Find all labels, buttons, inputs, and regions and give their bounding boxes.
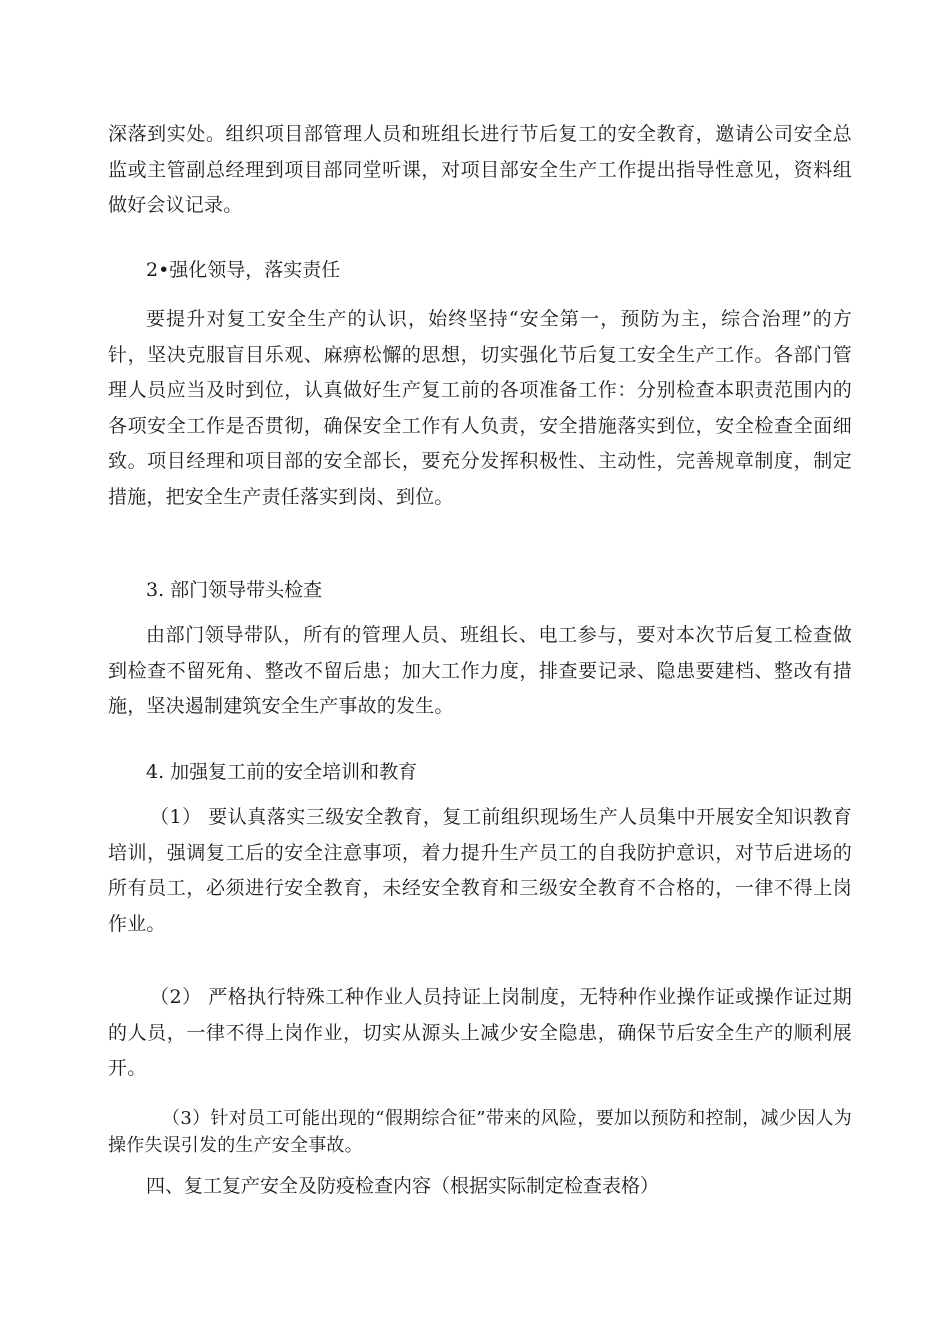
- paragraph-three-level-education: （1） 要认真落实三级安全教育，复工前组织现场生产人员集中开展安全知识教育培训，强调复工后的安全注意事项，着力提升生产员工的自我防护意识，对节后进场的所有员工，必须进行安全教育，未经安全教育和三级安全教育不合格的，一律不得上岗作业。: [108, 806, 852, 935]
- paragraph-leadership-responsibility: 要提升对复工安全生产的认识，始终坚持“安全第一，预防为主，综合治理”的方针，坚决克服盲目乐观、麻痹松懈的思想，切实强化节后复工安全生产工作。各部门管理人员应当及时到位，认真做好生产复工前的各项准备工作：分别检查本职责范围内的各项安全工作是否贯彻，确保安全工作有人负责，安全措施落实到位，安全检查全面细致。项目经理和项目部的安全部长，要充分发挥积极性、主动性，完善规章制度，制定措施，把安全生产责任落实到岗、到位。: [108, 308, 852, 508]
- paragraph-safety-education: 深落到实处。组织项目部管理人员和班组长进行节后复工的安全教育，邀请公司安全总监或主管副总经理到项目部同堂听课，对项目部安全生产工作提出指导性意见，资料组做好会议记录。: [108, 123, 852, 217]
- paragraph-department-inspection: 由部门领导带队，所有的管理人员、班组长、电工参与，要对本次节后复工检查做到检查不留死角、整改不留后患；加大工作力度，排查要记录、隐患要建档、整改有措施，坚决遏制建筑安全生产事故的发生。: [108, 624, 852, 718]
- heading-strengthen-leadership: 2•强化领导，落实责任: [146, 259, 341, 281]
- paragraph-special-operations: （2） 严格执行特殊工种作业人员持证上岗制度，无特种作业操作证或操作证过期的人员，一律不得上岗作业，切实从源头上减少安全隐患，确保节后安全生产的顺利展开。: [108, 986, 852, 1080]
- heading-safety-training: 4. 加强复工前的安全培训和教育: [146, 761, 418, 783]
- paragraph-holiday-syndrome: （3）针对员工可能出现的“假期综合征”带来的风险，要加以预防和控制，减少因人为操作失误引发的生产安全事故。: [108, 1108, 852, 1156]
- heading-department-inspection: 3. 部门领导带头检查: [146, 579, 323, 601]
- heading-inspection-content: 四、复工复产安全及防疫检查内容（根据实际制定检查表格）: [146, 1175, 660, 1197]
